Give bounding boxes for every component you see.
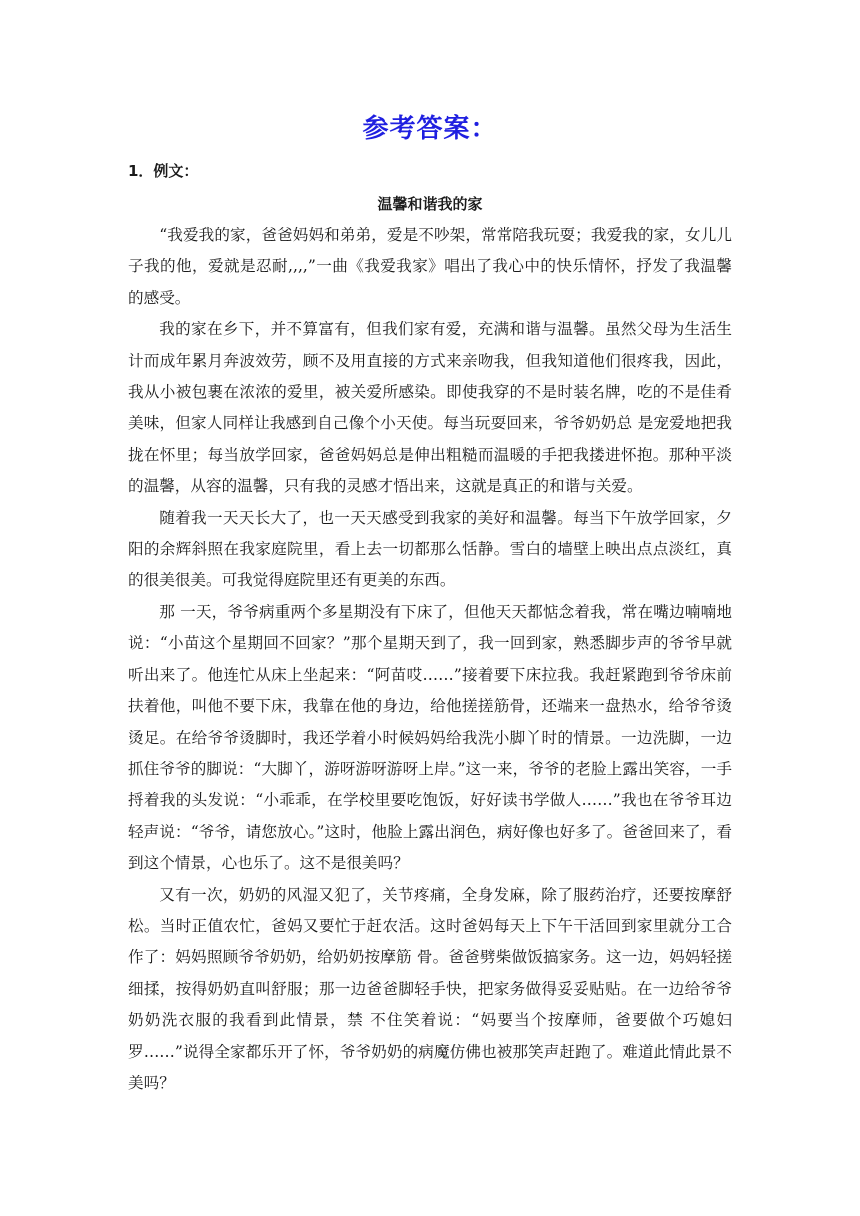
paragraph: 我的家在乡下，并不算富有，但我们家有爱，充满和谐与温馨。虽然父母为生活生计而成年累月奔波效劳，顾不及用直接的方式来亲吻我，但我知道他们很疼我，因此，我从小被包裹在浓浓的爱里，被关爱所感染。即使我穿的不是时装名牌，吃的不是佳肴美味，但家人同样让我感到自己像个小天使。每当玩耍回来，爷爷奶奶总 是宠爱地把我拢在怀里；每当放学回家，爸爸妈妈总是伸出粗糙而温暖的手把我搂进怀抱。那种平淡的温馨，从容的温馨，只有我的灵感才悟出来，这就是真正的和谐与关爱。: [128, 320, 732, 496]
paragraph: 那 一天，爷爷病重两个多星期没有下床了，但他天天都惦念着我，常在嘴边喃喃地说：“小苗这个星期回不回家？”那个星期天到了，我一回到家，熟悉脚步声的爷爷早就听出来了。他连忙从床上坐起来：“阿苗哎……”接着要下床拉我。我赶紧跑到爷爷床前扶着他，叫他不要下床，我靠在他的身边，给他搓搓筋骨，还端来一盘热水，给爷爷烫烫足。在给爷爷烫脚时，我还学着小时候妈妈给我洗小脚丫时的情景。一边洗脚，一边抓住爷爷的脚说：“大脚丫，游呀游呀游呀上岸。”这一来，爷爷的老脸上露出笑容，一手捋着我的头发说：“小乖乖，在学校里要吃饱饭，好好读书学做人……”我也在爷爷耳边轻声说：“爷爷，请您放心。”这时，他脸上露出润色，病好像也好多了。爸爸回来了，看到这个情景，心也乐了。这不是很美吗？: [128, 602, 732, 873]
paragraph: “我爱我的家，爸爸妈妈和弟弟，爱是不吵架，常常陪我玩耍；我爱我的家，女儿儿子我的他，爱就是忍耐,,,,”一曲《我爱我家》唱出了我心中的快乐情怀，抒发了我温馨的感受。: [128, 226, 732, 307]
paragraph: 随着我一天天长大了，也一天天感受到我家的美好和温馨。每当下午放学回家，夕阳的余辉斜照在我家庭院里，看上去一切都那么恬静。雪白的墙壁上映出点点淡红，真的很美很美。可我觉得庭院里还有更美的东西。: [128, 508, 732, 590]
answer-heading: 参考答案：: [362, 114, 498, 144]
paragraph: 又有一次，奶奶的风湿又犯了，关节疼痛，全身发麻，除了服药治疗，还要按摩舒松。当时正值农忙，爸妈又要忙于赶农活。这时爸妈每天上下午干活回到家里就分工合作了：妈妈照顾爷爷奶奶，给奶奶按摩筋 骨。爸爸劈柴做饭搞家务。这一边，妈妈轻搓细揉，按得奶奶直叫舒服；那一边爸爸脚轻手快，把家务做得妥妥贴贴。在一边给爷爷奶奶洗衣服的我看到此情景，禁 不住笑着说：“妈要当个按摩师，爸要做个巧媳妇罗……”说得全家都乐开了怀，爷爷奶奶的病魔仿佛也被那笑声赶跑了。难道此情此景不美吗？: [128, 885, 732, 1092]
question-label: 1．例文：: [128, 162, 199, 180]
essay-body: [128, 220, 732, 1099]
essay-title: 温馨和谐我的家: [377, 195, 483, 213]
